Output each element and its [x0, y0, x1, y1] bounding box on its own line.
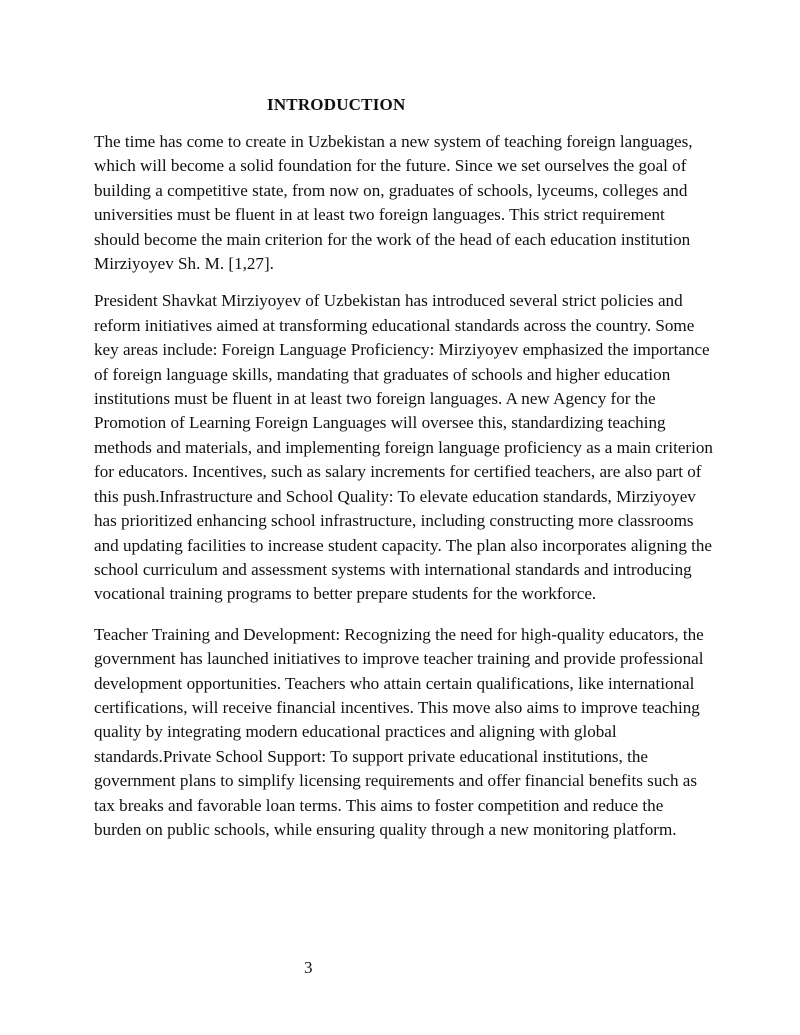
paragraph-2: President Shavkat Mirziyoyev of Uzbekistan has introduced several strict policies and reform initiatives aimed at transforming educational standards across the country. Some key areas include: Foreign Language Proficiency: Mirziyoyev emphasized the importance of foreign language skills, mandating that graduates of schools and higher education institutions must be fluent in at least two foreign languages. A new Agency for the Promotion of Learning Foreign Languages will oversee this, standardizing teaching methods and materials, and implementing foreign language proficiency as a main criterion for educators. Incentives, such as salary increments for certified teachers, are also part of this push.Infrastructure and School Quality: To elevate education standards, Mirziyoyev has prioritized enhancing school infrastructure, including constructing more classrooms and updating facilities to increase student capacity. The plan also incorporates aligning the school curriculum and assessment systems with international standards and introducing vocational training programs to better prepare students for the workforce.	[94, 291, 713, 604]
paragraph-1: The time has come to create in Uzbekistan a new system of teaching foreign languages, which will become a solid foundation for the future. Since we set ourselves the goal of building a competitive state, from now on, graduates of schools, lyceums, colleges and universities must be fluent in at least two foreign languages. This strict requirement should become the main criterion for the work of the head of each education institution Mirziyoyev Sh. M. [1,27].	[94, 132, 693, 274]
section-heading: INTRODUCTION	[267, 95, 406, 114]
page-number: 3	[304, 958, 313, 977]
paragraph-3: Teacher Training and Development: Recognizing the need for high-quality educators, the government has launched initiatives to improve teacher training and provide professional development opportunities. Teachers who attain certain qualifications, like international certifications, will receive financial incentives. This move also aims to improve teaching quality by integrating modern educational practices and aligning with global standards.Private School Support: To support private educational institutions, the government plans to simplify licensing requirements and offer financial benefits such as tax breaks and favorable loan terms. This aims to foster competition and reduce the burden on public schools, while ensuring quality through a new monitoring platform.	[94, 624, 704, 839]
body-text	[94, 130, 714, 852]
